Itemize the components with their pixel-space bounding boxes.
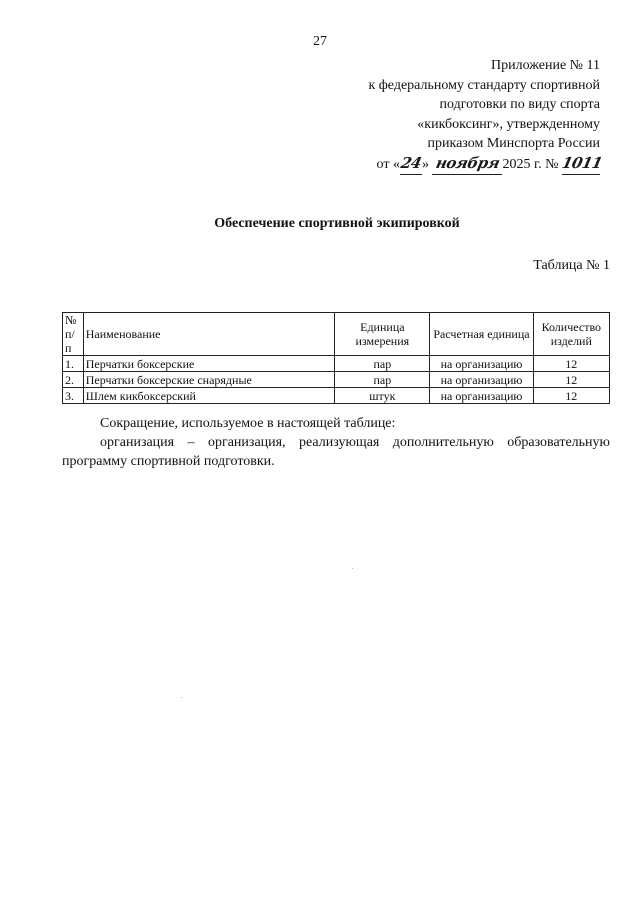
date-month: ноября — [434, 153, 502, 172]
row-calc: на организацию — [430, 388, 533, 404]
page-number: 27 — [313, 34, 327, 49]
abbreviation-intro: Сокращение, используемое в настоящей таблице: — [100, 416, 396, 431]
header-calc: Расчетная единица — [430, 313, 533, 356]
row-num: 3. — [63, 388, 84, 404]
row-num: 1. — [63, 356, 84, 372]
date-mid: » — [421, 156, 429, 172]
table-header-row — [63, 313, 610, 356]
row-qty: 12 — [533, 356, 609, 372]
order-number-field — [560, 153, 604, 176]
header-unit: Единица измерения — [335, 313, 430, 356]
row-unit: пар — [335, 372, 430, 388]
appendix-header — [340, 56, 604, 175]
row-unit: пар — [335, 356, 430, 372]
row-qty: 12 — [533, 372, 609, 388]
date-day-field — [400, 154, 422, 176]
date-prefix: от « — [376, 156, 400, 172]
scan-speck — [352, 568, 353, 569]
row-name: Перчатки боксерские снарядные — [83, 372, 335, 388]
table-label: Таблица № 1 — [533, 258, 610, 273]
order-number: 1011 — [560, 153, 604, 172]
appendix-line-1: Приложение № 11 — [491, 58, 600, 73]
row-name: Шлем кикбоксерский — [83, 388, 335, 404]
header-num: № п/п — [63, 313, 84, 356]
appendix-line-4: «кикбоксинг», утвержденному — [417, 116, 600, 132]
order-date-line — [340, 153, 604, 176]
date-month-field — [432, 154, 502, 176]
table-row — [63, 388, 610, 404]
date-day: 24 — [399, 153, 423, 172]
date-year: 2025 г. № — [502, 156, 559, 172]
document-title: Обеспечение спортивной экипировкой — [214, 216, 460, 231]
row-num: 2. — [63, 372, 84, 388]
scan-speck — [181, 697, 182, 698]
row-calc: на организацию — [430, 372, 533, 388]
table-row — [63, 372, 610, 388]
header-name: Наименование — [83, 313, 335, 356]
header-qty: Количество изделий — [533, 313, 609, 356]
notes-block — [62, 414, 610, 471]
table-row — [63, 356, 610, 372]
equipment-table — [62, 312, 610, 404]
appendix-line-5: приказом Минспорта России — [427, 136, 600, 151]
row-unit: штук — [335, 388, 430, 404]
abbreviation-definition: организация – организация, реализующая дополнительную образовательную программу спортивной подготовки. — [62, 435, 610, 469]
appendix-line-2: к федеральному стандарту спортивной — [368, 77, 600, 93]
row-calc: на организацию — [430, 356, 533, 372]
row-name: Перчатки боксерские — [83, 356, 335, 372]
row-qty: 12 — [533, 388, 609, 404]
appendix-line-3: подготовки по виду спорта — [439, 97, 600, 112]
